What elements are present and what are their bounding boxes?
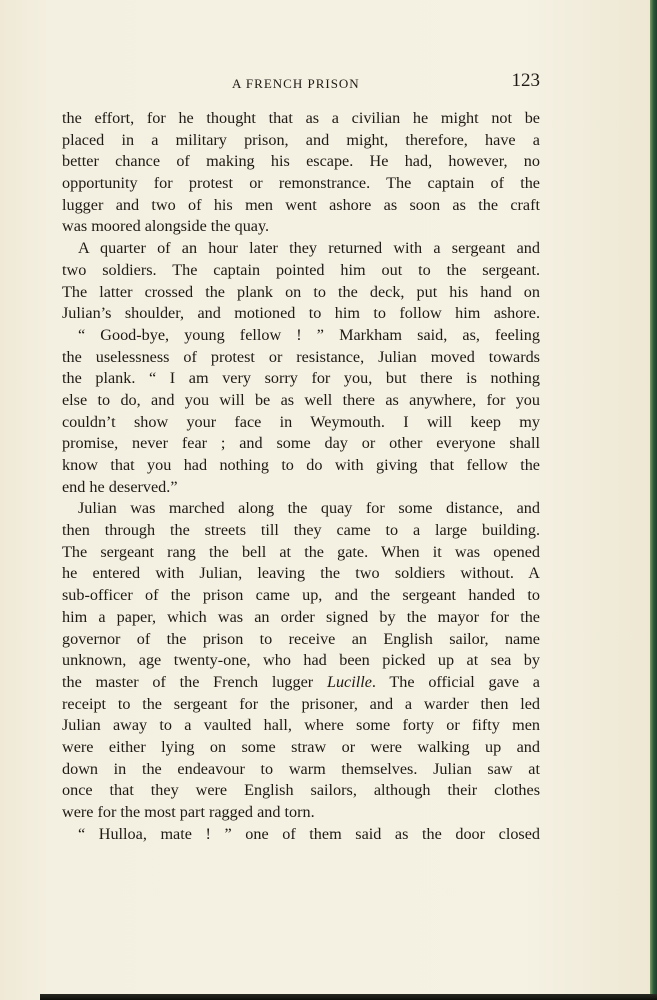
text-line: “ Good-bye, young fellow ! ” Markham said, as, feeling <box>78 325 540 344</box>
text-line: receipt to the sergeant for the prisoner, and a warder then led <box>62 694 540 713</box>
text-line: sub-officer of the prison came up, and the sergeant handed to <box>62 586 540 605</box>
text-line <box>62 672 540 694</box>
text-line: The sergeant rang the bell at the gate. When it was opened <box>62 542 540 561</box>
text-line: A quarter of an hour later they returned with a sergeant and <box>78 239 540 258</box>
text-line: “ Hulloa, mate ! ” one of them said as the door closed <box>78 824 540 843</box>
text-line: better chance of making his escape. He had, however, no <box>62 152 540 171</box>
text-line: was moored alongside the quay. <box>62 217 270 236</box>
ship-name: Lucille <box>326 672 372 691</box>
text-line: down in the endeavour to warm themselves. Julian saw at <box>62 759 540 778</box>
text-line: couldn’t show your face in Weymouth. I will keep my <box>62 412 540 431</box>
text-line: placed in a military prison, and might, therefore, have a <box>62 130 540 149</box>
text-line: governor of the prison to receive an English sailor, name <box>62 629 540 648</box>
page-header <box>62 70 540 96</box>
text-line: were for the most part ragged and torn. <box>62 803 315 821</box>
text-line: once that they were English sailors, although their clothes <box>62 781 540 800</box>
text-line: else to do, and you will be as well there as anywhere, for you <box>62 390 540 409</box>
text-line: know that you had nothing to do with giving that fellow the <box>62 456 540 474</box>
text-line: unknown, age twenty-one, who had been picked up at sea by <box>62 651 540 670</box>
text-line: then through the streets till they came to a large building. <box>62 521 540 540</box>
text-line: he entered with Julian, leaving the two soldiers without. A <box>62 564 540 583</box>
page-bottom-shadow <box>40 994 657 1000</box>
page-number: 123 <box>511 70 540 91</box>
text-line: promise, never fear ; and some day or other everyone shall <box>62 434 540 453</box>
book-cover-edge <box>650 0 657 1000</box>
text-line: the plank. “ I am very sorry for you, but there is nothing <box>62 369 540 388</box>
text-line: the effort, for he thought that as a civilian he might not be <box>62 109 540 127</box>
text-segment: . The official gave a <box>371 672 540 691</box>
text-line: two soldiers. The captain pointed him out to the sergeant. <box>62 260 540 279</box>
text-line: The latter crossed the plank on to the deck, put his hand on <box>62 282 540 301</box>
text-segment: the master of the French lugger <box>62 672 327 691</box>
text-line: him a paper, which was an order signed by the mayor for the <box>62 607 540 626</box>
text-line: Julian’s shoulder, and motioned to him to follow him ashore. <box>62 304 540 323</box>
text-line: end he deserved.” <box>62 477 178 496</box>
running-head: A FRENCH PRISON <box>232 76 360 91</box>
text-line: were either lying on some straw or were walking up and <box>62 737 540 756</box>
text-line: opportunity for protest or remonstrance. The captain of the <box>62 174 540 193</box>
text-line: the uselessness of protest or resistance, Julian moved towards <box>62 347 540 366</box>
text-line: Julian was marched along the quay for some distance, and <box>78 499 540 518</box>
text-line: lugger and two of his men went ashore as soon as the craft <box>62 195 540 214</box>
text-line: Julian away to a vaulted hall, where some forty or fifty men <box>62 716 540 735</box>
body-text <box>62 108 540 845</box>
